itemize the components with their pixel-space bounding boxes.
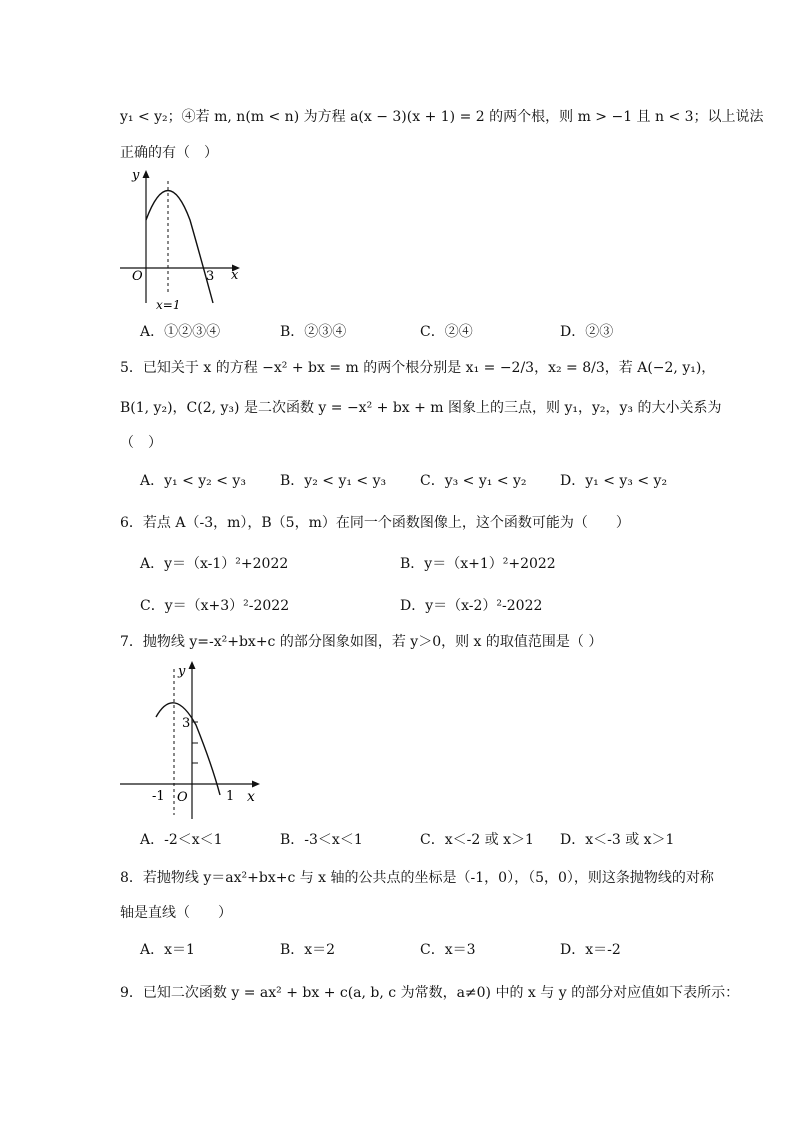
- q4-option-b[interactable]: B．②③④: [280, 324, 347, 340]
- q7-x-axis-label: x: [247, 789, 255, 805]
- q4-option-a[interactable]: A．①②③④: [140, 324, 221, 340]
- q4-option-c[interactable]: C．②④: [420, 324, 473, 340]
- q7-option-b[interactable]: B．-3＜x＜1: [280, 832, 363, 848]
- q6-option-b[interactable]: B．y＝（x+1）²+2022: [400, 556, 556, 572]
- q6-option-c[interactable]: C．y＝（x+3）²-2022: [140, 598, 290, 614]
- q5-options: [140, 471, 700, 491]
- q7-option-a[interactable]: A．-2＜x＜1: [140, 832, 223, 848]
- q7-x-tick-1: 1: [226, 789, 235, 804]
- q7-option-c[interactable]: C．x＜-2 或 x＞1: [420, 832, 534, 848]
- q7-parabola-figure: [118, 655, 268, 825]
- q9-line-1: 9．已知二次函数 y = ax² + bx + c(a, b, c 为常数，a≠0) 中的 x 与 y 的部分对应值如下表所示：: [120, 985, 740, 1001]
- q5-option-c[interactable]: C．y₃ < y₁ < y₂: [420, 473, 527, 489]
- q7-origin-label: O: [177, 790, 188, 805]
- q7-option-d[interactable]: D．x＜-3 或 x＞1: [560, 832, 675, 848]
- q8-option-b[interactable]: B．x＝2: [280, 942, 336, 958]
- q4-option-d[interactable]: D．②③: [560, 324, 614, 340]
- q8-option-a[interactable]: A．x＝1: [140, 942, 195, 958]
- q7-y-tick-3: 3: [182, 716, 191, 731]
- q8-option-c[interactable]: C．x＝3: [420, 942, 476, 958]
- q8-line-1: 8．若抛物线 y＝ax²+bx+c 与 x 轴的公共点的坐标是（-1，0），（5，0），则这条抛物线的对称: [120, 870, 714, 886]
- q4-y-axis-label: y: [132, 168, 140, 183]
- q4-origin-label: O: [132, 269, 143, 284]
- q6-options-row-2: [140, 596, 700, 616]
- q5-line-2: B(1, y₂)，C(2, y₃) 是二次函数 y = −x² + bx + m 图象上的三点，则 y₁，y₂，y₃ 的大小关系为: [120, 400, 722, 416]
- q4-x-axis-label: x: [231, 268, 239, 283]
- q5-option-d[interactable]: D．y₁ < y₃ < y₂: [560, 473, 668, 489]
- q4-axis-of-symmetry-label: x=1: [156, 298, 181, 310]
- q7-line-1: 7．抛物线 y=-x²+bx+c 的部分图象如图，若 y＞0，则 x 的取值范围是（ ）: [120, 634, 603, 650]
- q4-parabola-figure: [118, 165, 253, 310]
- q6-options-row-1: [140, 554, 700, 574]
- q6-option-a[interactable]: A．y＝（x-1）²+2022: [140, 556, 289, 572]
- q7-options: [140, 830, 700, 850]
- q4-root-label: 3: [206, 269, 215, 284]
- q7-x-tick-neg1: -1: [152, 789, 165, 804]
- q4-line-1: y₁ < y₂；④若 m, n(m < n) 为方程 a(x − 3)(x + 1) = 2 的两个根，则 m > −1 且 n < 3；以上说法: [120, 109, 764, 125]
- q5-line-3: （ ）: [120, 435, 162, 451]
- q4-line-2: 正确的有（ ）: [120, 145, 218, 161]
- q7-y-axis-label: y: [178, 664, 186, 679]
- q5-option-a[interactable]: A．y₁ < y₂ < y₃: [140, 473, 246, 489]
- q8-options: [140, 940, 700, 960]
- q5-line-1: 5．已知关于 x 的方程 −x² + bx = m 的两个根分别是 x₁ = −2/3，x₂ = 8/3，若 A(−2, y₁)，: [120, 360, 716, 376]
- q6-line-1: 6．若点 A（-3，m），B（5，m）在同一个函数图像上，这个函数可能为（ ）: [120, 515, 630, 531]
- q4-options: [140, 322, 700, 342]
- q8-option-d[interactable]: D．x＝-2: [560, 942, 621, 958]
- q5-option-b[interactable]: B．y₂ < y₁ < y₃: [280, 473, 387, 489]
- q8-line-2: 轴是直线（ ）: [120, 905, 232, 921]
- q6-option-d[interactable]: D．y＝（x-2）²-2022: [400, 598, 543, 614]
